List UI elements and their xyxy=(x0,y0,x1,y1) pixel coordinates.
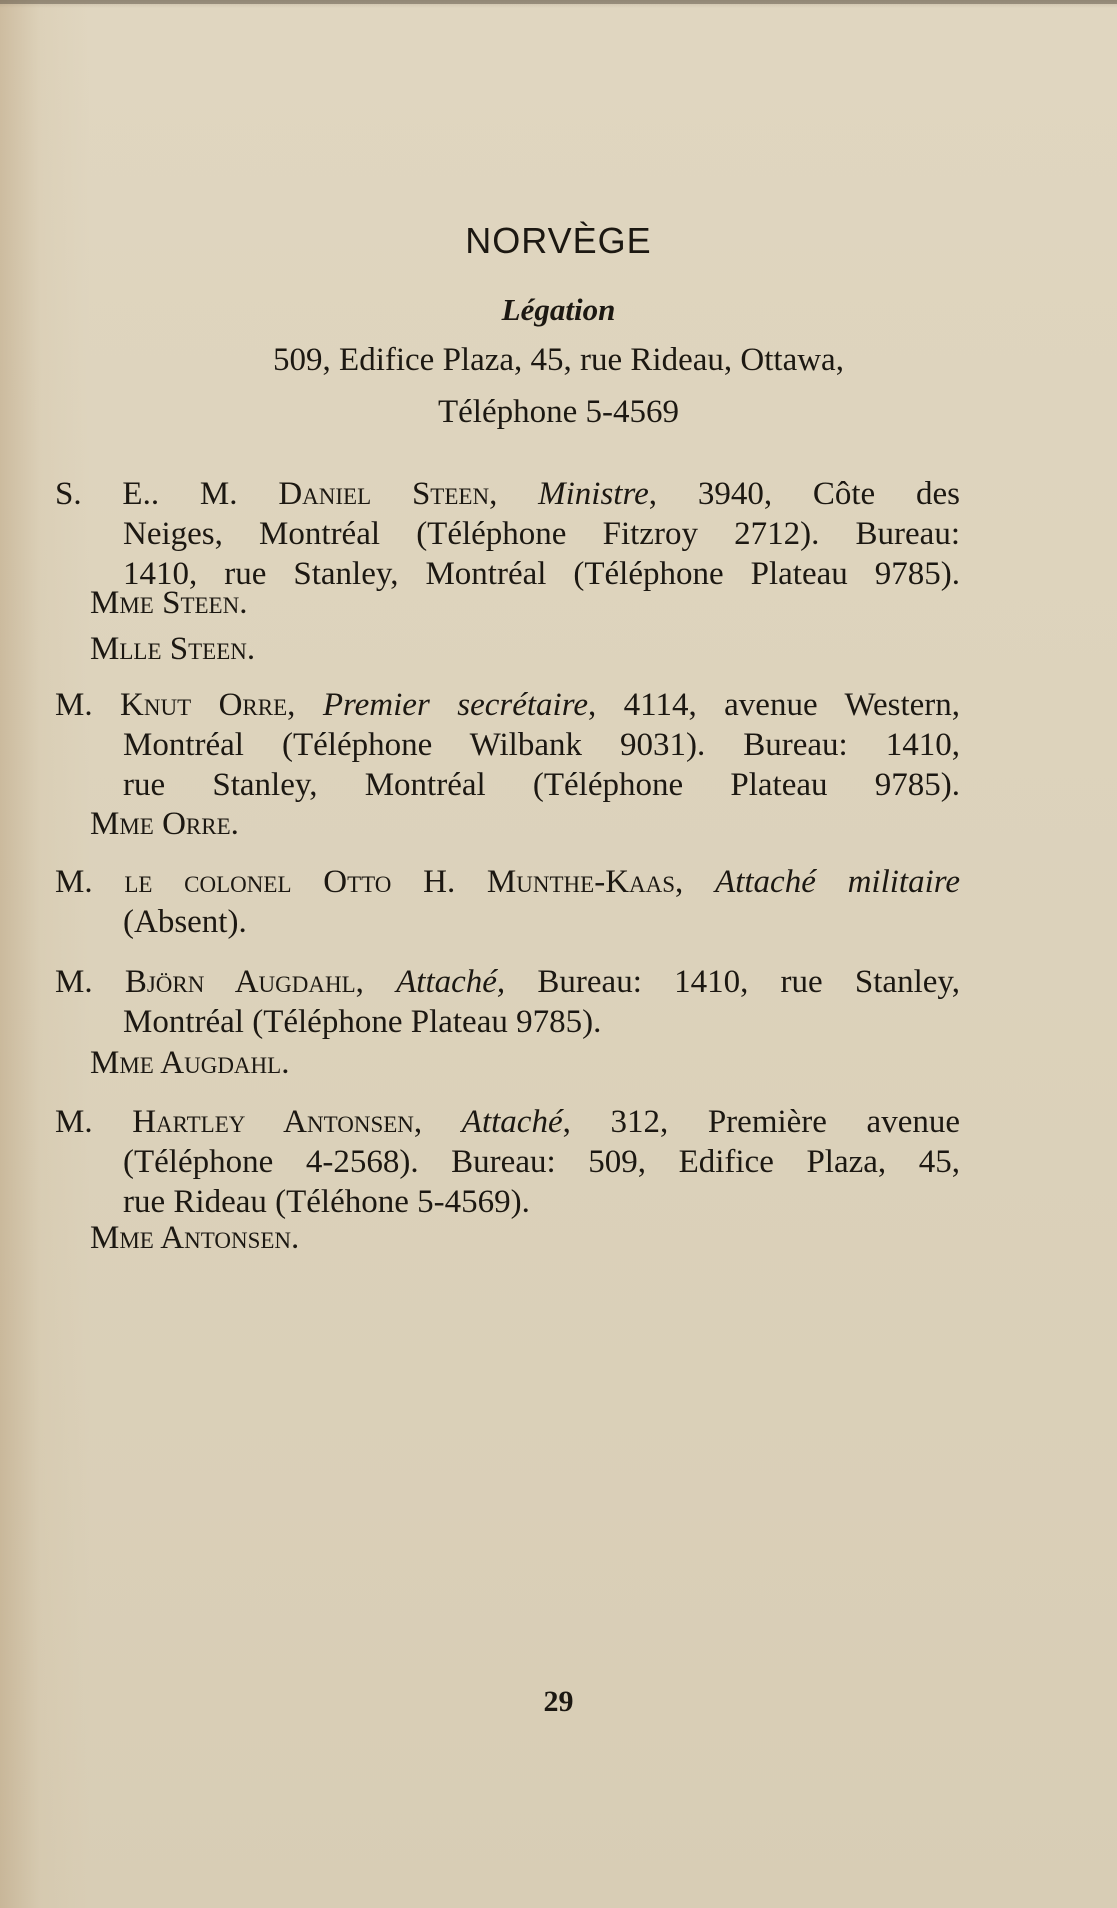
entry-orre xyxy=(55,685,960,805)
spouse-name: Mme Augdahl. xyxy=(90,1045,290,1081)
entry-line xyxy=(55,685,960,725)
person-name: Daniel Steen xyxy=(278,476,490,512)
entry-text: (Absent). xyxy=(123,904,247,940)
separator: , xyxy=(287,687,323,723)
spouse-name: Mme Antonsen. xyxy=(90,1220,300,1256)
entry-line xyxy=(55,474,960,514)
entry-prefix: M. xyxy=(55,1104,133,1140)
entry-text: Montréal (Téléphone Plateau 9785). xyxy=(123,1004,602,1040)
entry-text: , 3940, Côte des xyxy=(648,476,961,512)
spouse-name: Mme Steen. xyxy=(90,585,248,621)
page-number: 29 xyxy=(543,1685,574,1718)
separator: , xyxy=(675,864,716,900)
entry-line xyxy=(55,862,960,902)
entry-prefix: S. E.. M. xyxy=(55,476,279,512)
separator: , xyxy=(413,1104,462,1140)
entry-text: (Téléphone 4-2568). Bureau: 509, Edifice Plaza, 45, xyxy=(123,1144,960,1180)
entry-prefix: M. xyxy=(55,687,121,723)
entry-text: rue Rideau (Téléhone 5-4569). xyxy=(123,1184,530,1220)
entry-text: Neiges, Montréal (Téléphone Fitzroy 2712). Bureau: xyxy=(123,516,960,552)
person-title: Attaché, xyxy=(396,964,506,1000)
person-title: Premier secrétaire xyxy=(322,687,588,723)
entry-munthe-kaas xyxy=(55,862,960,942)
entry-augdahl xyxy=(55,962,960,1042)
entry-text: , 4114, avenue Western, xyxy=(587,687,960,723)
person-name: le colonel Otto H. Munthe-Kaas xyxy=(124,864,676,900)
entry-prefix: M. xyxy=(55,964,125,1000)
entry-text: rue Stanley, Montréal (Téléphone Plateau 9785). xyxy=(123,767,960,803)
entry-antonsen xyxy=(55,1102,960,1222)
legation-address: 509, Edifice Plaza, 45, rue Rideau, Ottawa, xyxy=(273,342,844,378)
entry-prefix: M. xyxy=(55,864,125,900)
person-name: Björn Augdahl xyxy=(124,964,356,1000)
entry-text: , 312, Première avenue xyxy=(562,1104,960,1140)
person-name: Hartley Antonsen xyxy=(132,1104,414,1140)
separator: , xyxy=(489,476,539,512)
person-title: Attaché xyxy=(461,1104,563,1140)
entry-line xyxy=(55,962,960,1002)
entry-line xyxy=(55,1102,960,1142)
page-edge xyxy=(0,0,1117,4)
entry-steen xyxy=(55,474,960,594)
person-title: Ministre xyxy=(538,476,649,512)
spouse-name: Mlle Steen. xyxy=(90,631,256,667)
page-title: NORVÈGE xyxy=(465,220,652,261)
entry-text: 1410, rue Stanley, Montréal (Téléphone Plateau 9785). xyxy=(123,556,960,592)
separator: , xyxy=(355,964,397,1000)
entry-text: Montréal (Téléphone Wilbank 9031). Bureau: 1410, xyxy=(123,727,960,763)
person-title: Attaché militaire xyxy=(715,864,961,900)
entry-text: Bureau: 1410, rue Stanley, xyxy=(505,964,960,1000)
spouse-name: Mme Orre. xyxy=(90,806,239,842)
legation-phone: Téléphone 5-4569 xyxy=(437,394,679,430)
person-name: Knut Orre xyxy=(120,687,288,723)
page-subtitle: Légation xyxy=(501,292,616,327)
